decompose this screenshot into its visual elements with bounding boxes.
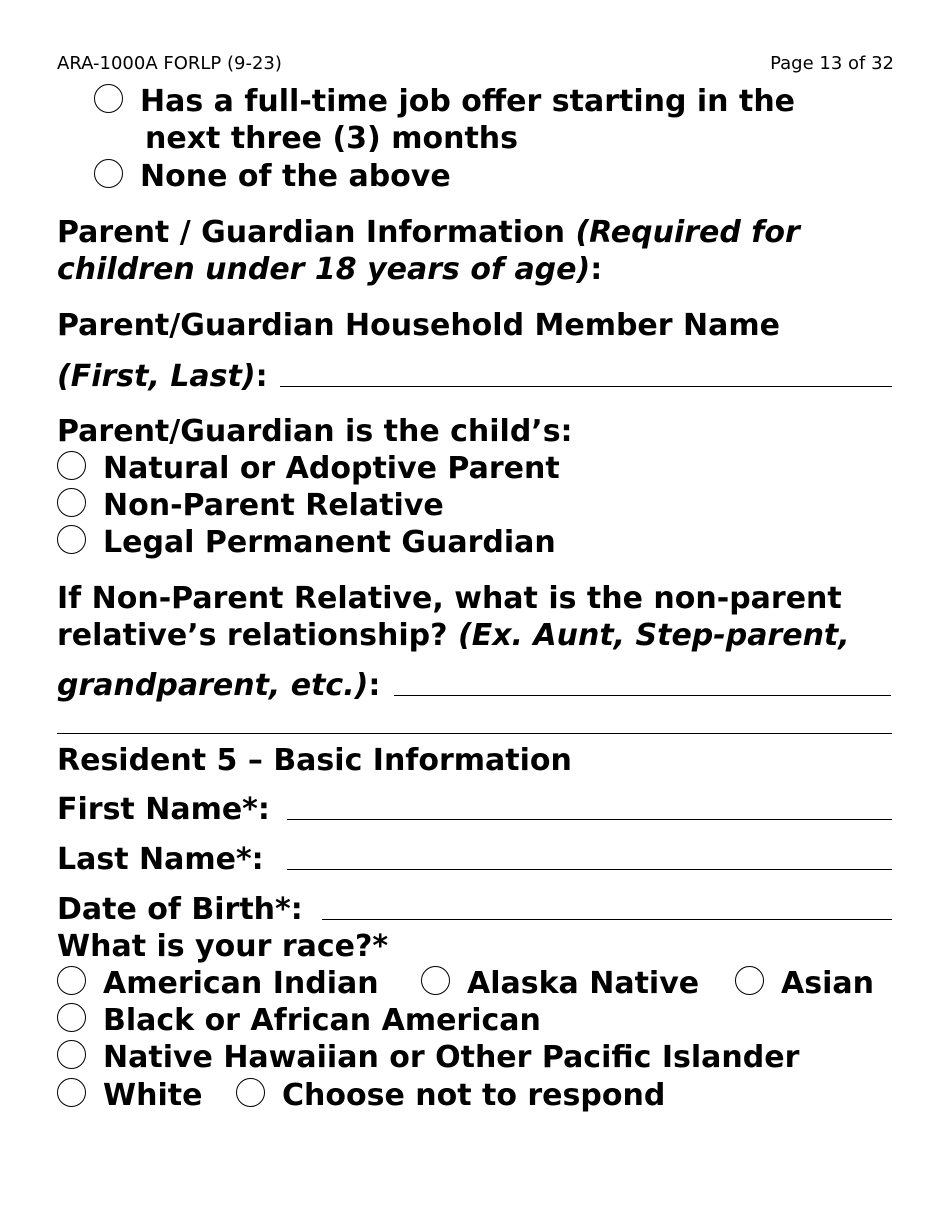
no-response-radio[interactable] (236, 1078, 265, 1107)
alaska-native-radio[interactable] (421, 966, 450, 995)
asian-label: Asian (781, 966, 874, 1001)
first-last-hint: (First, Last) (57, 359, 256, 394)
page-number: Page 13 of 32 (770, 53, 894, 74)
nonparent-question-line1: If Non-Parent Relative, what is the non-parent (57, 581, 842, 616)
guardian-heading-line1 (57, 215, 800, 250)
legal-guardian-label: Legal Permanent Guardian (103, 525, 556, 560)
guardian-required-note-2: children under 18 years of age) (57, 252, 591, 287)
resident5-heading: Resident 5 – Basic Information (57, 743, 572, 778)
white-radio[interactable] (57, 1078, 86, 1107)
guardian-heading: Parent / Guardian Information (57, 215, 576, 250)
natural-parent-label: Natural or Adoptive Parent (103, 451, 560, 486)
section-divider (57, 733, 892, 734)
nonparent-colon: : (368, 668, 381, 703)
guardian-name-label-line2 (57, 359, 268, 394)
hawaiian-label: Native Hawaiian or Other Pacific Islander (103, 1040, 800, 1075)
guardian-name-colon: : (255, 359, 268, 394)
black-label: Black or African American (103, 1003, 541, 1038)
natural-parent-radio[interactable] (57, 451, 86, 480)
dob-label: Date of Birth*: (57, 892, 303, 927)
american-indian-label: American Indian (103, 966, 379, 1001)
white-label: White (103, 1078, 203, 1113)
nonparent-relationship-field[interactable] (394, 695, 891, 696)
job-offer-radio[interactable] (94, 84, 123, 113)
asian-radio[interactable] (735, 966, 764, 995)
guardian-heading-colon: : (590, 252, 603, 287)
guardian-name-label-line1: Parent/Guardian Household Member Name (57, 308, 780, 343)
legal-guardian-radio[interactable] (57, 525, 86, 554)
non-parent-relative-label: Non-Parent Relative (103, 488, 444, 523)
american-indian-radio[interactable] (57, 966, 86, 995)
nonparent-example: (Ex. Aunt, Step-parent, (457, 618, 850, 653)
nonparent-question-line3 (57, 668, 380, 703)
last-name-label: Last Name*: (57, 842, 264, 877)
non-parent-relative-radio[interactable] (57, 488, 86, 517)
first-name-field[interactable] (287, 819, 892, 820)
last-name-field[interactable] (287, 869, 892, 870)
nonparent-question-line2 (57, 618, 850, 653)
nonparent-question-text: relative’s relationship? (57, 618, 458, 653)
race-question: What is your race?* (57, 929, 389, 964)
alaska-native-label: Alaska Native (467, 966, 700, 1001)
guardian-required-note: (Required for (575, 215, 800, 250)
none-of-above-radio[interactable] (94, 159, 123, 188)
nonparent-example-2: grandparent, etc.) (57, 668, 369, 703)
first-name-label: First Name*: (57, 792, 270, 827)
job-offer-label-line1: Has a full-time job offer starting in the (140, 84, 796, 119)
form-id: ARA-1000A FORLP (9-23) (57, 53, 282, 74)
black-radio[interactable] (57, 1003, 86, 1032)
relation-label: Parent/Guardian is the child’s: (57, 414, 573, 449)
none-of-above-label: None of the above (140, 159, 451, 194)
hawaiian-radio[interactable] (57, 1040, 86, 1069)
guardian-name-field[interactable] (280, 386, 892, 387)
dob-field[interactable] (322, 919, 892, 920)
no-response-label: Choose not to respond (282, 1078, 666, 1113)
job-offer-label-line2: next three (3) months (145, 121, 518, 156)
guardian-heading-line2 (57, 252, 602, 287)
